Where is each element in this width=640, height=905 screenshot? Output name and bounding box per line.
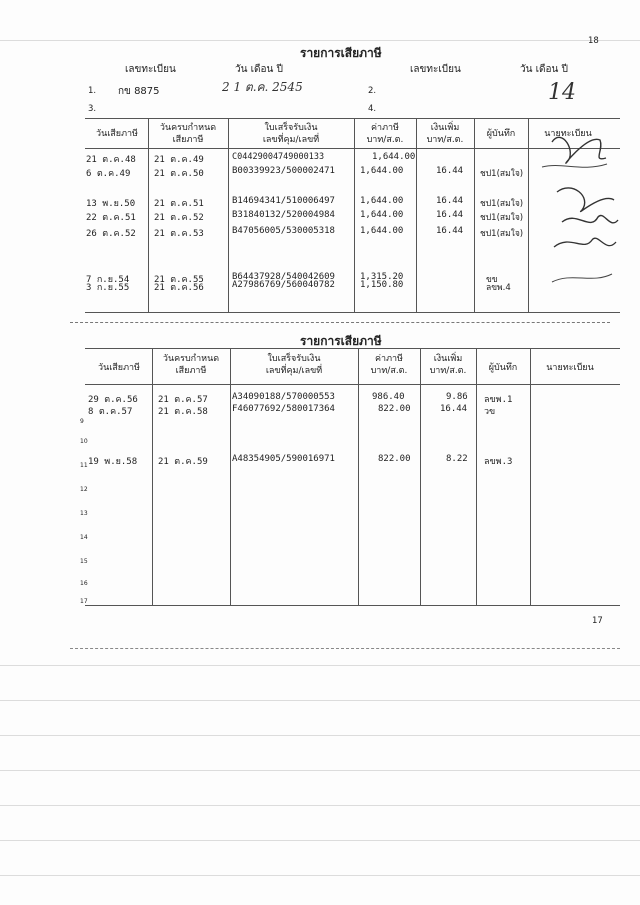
page-bottom-number: 17: [592, 616, 603, 626]
s1-cell-due: 21 ต.ค.56: [154, 283, 204, 293]
s2-top-rule: [85, 348, 620, 349]
row-number: 15: [80, 558, 88, 565]
handwritten-mark: 14: [548, 80, 576, 105]
s2-col-line: [420, 348, 421, 605]
section2-title: รายการเสียภาษี: [300, 334, 382, 348]
s1-top-rule: [85, 118, 620, 119]
s2-cell-tax: 822.00: [378, 454, 411, 464]
s1-col-registrar: นายทะเบียน: [544, 129, 592, 139]
s1-cell-paid: 22 ต.ค.51: [86, 213, 136, 223]
row-number: 16: [80, 580, 88, 587]
row-number: 9: [80, 418, 84, 425]
s1-cell-tax: 1,150.80: [360, 280, 404, 290]
s1-col-receipt: ใบเสร็จรับเงิน เลขที่คุม/เลขที่: [262, 123, 320, 145]
s2-col-extra: เงินเพิ่ม บาท/ส.ต.: [429, 354, 467, 376]
entry-number-3: 3.: [88, 104, 97, 114]
date-label-right: วัน เดือน ปี: [520, 64, 568, 75]
s2-col-tax: ค่าภาษี บาท/ส.ต.: [370, 354, 408, 376]
s1-cell-receipt: B14694341/510006497: [232, 196, 335, 206]
row-number: 11: [80, 462, 88, 469]
s1-cell-extra: 16.44: [436, 210, 464, 220]
s1-cell-tax: 1,644.00: [360, 226, 404, 236]
row-number: 13: [80, 510, 88, 517]
row-number: 17: [80, 598, 88, 605]
s2-cell-tax: 986.40: [372, 392, 405, 402]
s1-cell-recorder: ชป1(สมใจ): [480, 199, 524, 209]
s2-cell-extra: 16.44: [440, 404, 468, 414]
row-number: 14: [80, 534, 88, 541]
s1-cell-due: 21 ต.ค.51: [154, 199, 204, 209]
s2-cell-paid: 8 ต.ค.57: [88, 407, 133, 417]
s2-header-rule: [85, 384, 620, 385]
bottom-separator: [70, 648, 620, 649]
s1-cell-paid: 26 ต.ค.52: [86, 229, 136, 239]
s1-cell-due: 21 ต.ค.50: [154, 169, 204, 179]
reg-no-label-left: เลขทะเบียน: [125, 64, 176, 75]
s2-col-line: [476, 348, 477, 605]
entry-number-4: 4.: [368, 104, 377, 114]
s2-col-paid: วันเสียภาษี: [98, 363, 140, 373]
s2-cell-receipt: A34090188/570000553: [232, 392, 335, 402]
s2-col-line: [152, 348, 153, 605]
s1-cell-recorder: ชป1(สมใจ): [480, 229, 524, 239]
s2-col-due: วันครบกำหนด เสียภาษี: [162, 354, 220, 376]
s2-col-recorder: ผู้บันทึก: [488, 363, 518, 373]
reg-no-label-right: เลขทะเบียน: [410, 64, 461, 75]
s2-cell-recorder: ลขพ.3: [484, 457, 513, 467]
s1-cell-recorder: ชป1(สมใจ): [480, 213, 524, 223]
handwritten-date: 2 1 ต.ค. 2545: [222, 80, 303, 94]
s1-col-tax: ค่าภาษี บาท/ส.ต.: [366, 123, 404, 145]
s1-col-paid: วันเสียภาษี: [96, 129, 138, 139]
s1-cell-recorder: ลขพ.4: [486, 283, 511, 293]
s2-cell-extra: 9.86: [446, 392, 468, 402]
s2-col-registrar: นายทะเบียน: [546, 363, 594, 373]
s2-cell-paid: 19 พ.ย.58: [88, 457, 138, 467]
s1-col-extra: เงินเพิ่ม บาท/ส.ต.: [426, 123, 464, 145]
s1-cell-tax: 1,644.00: [360, 210, 404, 220]
s1-cell-extra: 16.44: [436, 196, 464, 206]
s2-cell-recorder: ลขพ.1: [484, 395, 513, 405]
s1-col-line: [148, 118, 149, 312]
s2-cell-due: 21 ต.ค.59: [158, 457, 208, 467]
s1-col-recorder: ผู้บันทึก: [486, 129, 516, 139]
s1-col-due: วันครบกำหนด เสียภาษี: [159, 123, 217, 145]
s1-col-line: [354, 118, 355, 312]
s2-bottom-rule: [85, 605, 620, 606]
s1-cell-recorder: ชป1(สมใจ): [480, 169, 524, 179]
row-number: 10: [80, 438, 88, 445]
s1-cell-paid: 6 ต.ค.49: [86, 169, 131, 179]
s2-col-receipt: ใบเสร็จรับเงิน เลขที่คุม/เลขที่: [265, 354, 323, 376]
s1-col-line: [416, 118, 417, 312]
s2-col-line: [230, 348, 231, 605]
s1-cell-due: 21 ต.ค.49: [154, 155, 204, 165]
s1-cell-paid: 21 ต.ค.48: [86, 155, 136, 165]
s2-cell-extra: 8.22: [446, 454, 468, 464]
s1-cell-receipt: B64437928/540042609: [232, 272, 335, 282]
s2-cell-receipt: F46077692/580017364: [232, 404, 335, 414]
registrar-signatures: [532, 122, 627, 307]
s1-cell-paid: 3 ก.ย.55: [86, 283, 130, 293]
s2-cell-recorder: วข: [484, 407, 496, 417]
entry-number-2: 2.: [368, 86, 377, 96]
s1-col-line: [528, 118, 529, 312]
s1-cell-recorder: ขข: [486, 275, 498, 285]
s1-cell-due: 21 ต.ค.53: [154, 229, 204, 239]
section1-title: รายการเสียภาษี: [300, 46, 382, 60]
s1-cell-paid: 13 พ.ย.50: [86, 199, 136, 209]
s2-cell-paid: 29 ต.ค.56: [88, 395, 138, 405]
s1-col-line: [228, 118, 229, 312]
s1-cell-tax: 1,315.20: [360, 272, 404, 282]
s1-cell-extra: 16.44: [436, 226, 464, 236]
s2-cell-due: 21 ต.ค.58: [158, 407, 208, 417]
s1-cell-receipt: B00339923/500002471: [232, 166, 335, 176]
s2-col-line: [358, 348, 359, 605]
row-number: 12: [80, 486, 88, 493]
s2-cell-tax: 822.00: [378, 404, 411, 414]
date-label-left: วัน เดือน ปี: [235, 64, 283, 75]
s1-cell-tax: 1,644.00: [360, 196, 404, 206]
s1-cell-tax: 1,644.00: [372, 152, 416, 162]
s2-cell-due: 21 ต.ค.57: [158, 395, 208, 405]
s1-cell-receipt: B31840132/520004984: [232, 210, 335, 220]
entry-number-1: 1.: [88, 86, 97, 96]
s1-cell-paid: 7 ก.ย.54: [86, 275, 130, 285]
s1-cell-due: 21 ต.ค.55: [154, 275, 204, 285]
page-corner-number: 18: [588, 36, 599, 46]
s1-cell-tax: 1,644.00: [360, 166, 404, 176]
s1-cell-extra: 16.44: [436, 166, 464, 176]
s1-cell-due: 21 ต.ค.52: [154, 213, 204, 223]
s1-cell-receipt: B47056005/530005318: [232, 226, 335, 236]
section-separator: [70, 322, 610, 323]
s2-col-line: [530, 348, 531, 605]
s1-col-line: [474, 118, 475, 312]
s1-bottom-rule: [85, 312, 620, 313]
plate-number: กข 8875: [118, 86, 160, 97]
s2-cell-receipt: A48354905/590016971: [232, 454, 335, 464]
s1-cell-receipt: C04429004749000133: [232, 152, 325, 162]
s1-cell-receipt: A27986769/560040782: [232, 280, 335, 290]
